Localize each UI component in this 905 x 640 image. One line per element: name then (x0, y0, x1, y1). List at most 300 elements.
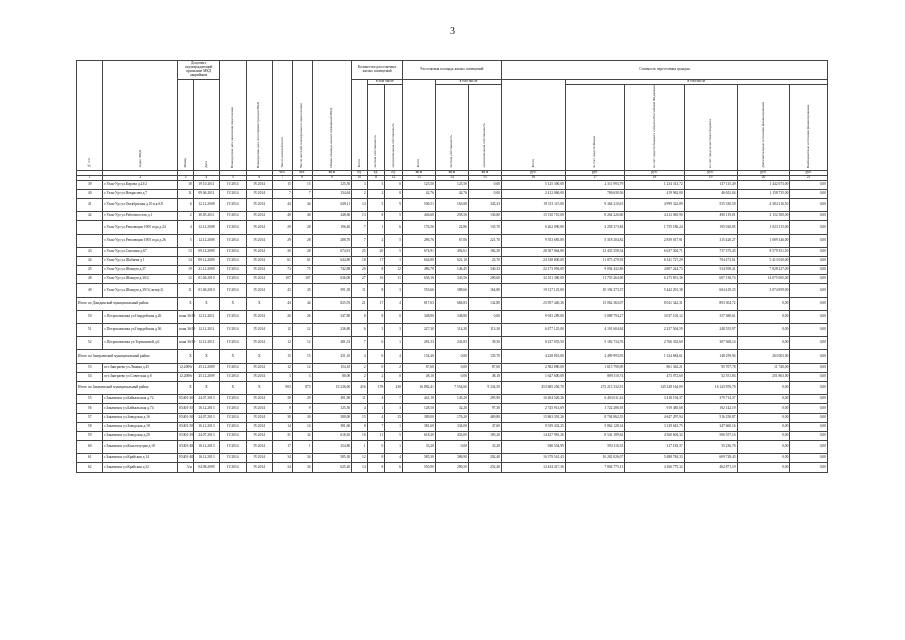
table-cell: 12.2009г (178, 372, 193, 381)
table-cell: 380,00 (312, 413, 352, 422)
table-cell: 221,70 (468, 234, 501, 247)
table-cell: IV.2014 (220, 337, 246, 350)
table-row (77, 441, 828, 454)
column-number-cell: 8 (292, 175, 312, 180)
table-cell: 22,86 (435, 221, 468, 234)
table-cell: 2 412 060,00 (501, 189, 565, 198)
table-cell: 490 119,01 (684, 212, 737, 221)
header-area-group: Расселяемая площадь жилых помещений (402, 61, 501, 80)
table-cell: 7 828 237,00 (737, 266, 790, 275)
header-rooms-total: Всего (352, 80, 367, 171)
table-cell: 128,50 (402, 404, 435, 413)
table-cell: 135,70 (468, 221, 501, 234)
table-cell: 272 213 332,91 (565, 381, 624, 394)
table-cell: 8 (367, 284, 385, 297)
table-cell: 17 (367, 297, 385, 310)
table-cell: 31 (272, 431, 292, 440)
table-cell: 12 (292, 324, 312, 337)
table-cell: 555 330,50 (684, 198, 737, 211)
table-cell: г.Улан-Удэ ул.Революции 1905 года д.26 (103, 234, 178, 247)
table-cell: 57 (77, 413, 103, 422)
table-cell: 0,00 (790, 337, 828, 350)
table-cell: 164,80 (468, 284, 501, 297)
table-row (77, 350, 828, 363)
table-cell: 7 (352, 221, 367, 234)
table-cell: 4 560 604,32 (625, 431, 684, 440)
table-cell: 30.05.2011 (193, 212, 219, 221)
table-cell: IV.2014 (220, 441, 246, 454)
table-cell: 4 (178, 221, 193, 234)
table-cell: X (193, 350, 219, 363)
table-cell: 9 943 289,00 (501, 310, 565, 323)
table-cell: 16 882,41 (402, 381, 435, 394)
table-cell: IV.2014 (246, 422, 272, 431)
table-cell: 80,00 (312, 372, 352, 381)
table-cell: 34 (272, 454, 292, 463)
unit-cell: руб. (565, 170, 624, 175)
table-cell: 25 (352, 247, 367, 256)
table-cell: 618,20 (402, 431, 435, 440)
table-cell: 17 (367, 256, 385, 265)
unit-cell: кв.м (402, 170, 435, 175)
table-cell: 1 (367, 221, 385, 234)
table-cell: 817,63 (402, 297, 435, 310)
table-cell: с.Петропавловка ул.Гвардейская д.26 (103, 310, 178, 323)
table-cell: 7 (352, 234, 367, 247)
table-cell: 44 (272, 297, 292, 310)
table-cell: 28 307 064,00 (501, 247, 565, 256)
table-cell: 09.12.2009 (193, 256, 219, 265)
table-cell: 379 714,37 (684, 395, 737, 404)
table-cell: г.Улан-Удэ ул.Революции 1905 года д.24 (103, 221, 178, 234)
table-body (77, 180, 828, 472)
table-cell: 30 (292, 413, 312, 422)
table-cell: 4 999 322,89 (625, 198, 684, 211)
table-cell: IV.2014 (246, 454, 272, 463)
table-cell: 636,00 (312, 275, 352, 284)
table-cell: 09.06.2011 (193, 189, 219, 198)
table-cell: 35 236,76 (684, 441, 737, 454)
table-cell: 2 (352, 189, 367, 198)
table-cell: 44 (272, 198, 292, 211)
table-cell: 946 534,99 (501, 441, 565, 454)
column-number-cell: 11 (367, 175, 385, 180)
table-cell: 134,64 (312, 189, 352, 198)
table-cell: 61 (77, 454, 103, 463)
table-cell: 5 182 734,76 (565, 337, 624, 350)
table-row (77, 310, 828, 323)
table-cell: 919 485,68 (625, 404, 684, 413)
table-cell: 67,06 (435, 234, 468, 247)
table-cell: 0,00 (790, 463, 828, 472)
table-cell: 0,00 (737, 381, 790, 394)
table-cell: 25.12.2009 (193, 363, 219, 372)
table-cell: 0,00 (435, 350, 468, 363)
table-cell: 50 (77, 310, 103, 323)
table-cell: 19 (178, 266, 193, 275)
table-cell: 15 (352, 413, 367, 422)
table-cell: 0,00 (737, 422, 790, 431)
table-cell: 102 142,19 (684, 404, 737, 413)
table-cell: 3 (272, 372, 292, 381)
table-cell: 6 (367, 337, 385, 350)
table-cell: 9 339 432,25 (501, 422, 565, 431)
table-cell: IV.2014 (220, 463, 246, 472)
table-cell: 6 403 611,42 (565, 395, 624, 404)
unit-cell: ед. (385, 170, 403, 175)
table-cell: 163,08 (435, 198, 468, 211)
table-cell: 236,80 (312, 324, 352, 337)
table-cell: IV.2014 (246, 431, 272, 440)
table-cell: IV.2014 (246, 189, 272, 198)
table-cell: 05401-50 (178, 422, 193, 431)
table-cell: 12.12.2011 (193, 310, 219, 323)
table-cell: 0,00 (790, 422, 828, 431)
table-cell: 8 704 862,55 (565, 413, 624, 422)
table-cell: 20 (367, 247, 385, 256)
table-cell: 73 (272, 266, 292, 275)
table-cell: 8 (367, 310, 385, 323)
table-cell: 22 173 956,00 (501, 266, 565, 275)
table-cell: 7 554,60 (435, 381, 468, 394)
column-number-cell: 13 (402, 175, 435, 180)
table-cell: 0,00 (737, 463, 790, 472)
table-cell: 5 (385, 431, 403, 440)
table-cell: 340,33 (468, 266, 501, 275)
table-cell: 39 (77, 180, 103, 189)
table-cell: 43 (272, 284, 292, 297)
table-cell: 43 (77, 247, 103, 256)
table-cell: 49 (77, 284, 103, 297)
table-row (77, 256, 828, 265)
table-cell: 254,80 (312, 441, 352, 454)
table-cell: 15 (292, 350, 312, 363)
header-area-in-that: в том числе (435, 80, 501, 85)
table-cell: 0,00 (737, 324, 790, 337)
table-cell: 148 259,94 (684, 350, 737, 363)
table-cell: 9 (385, 198, 403, 211)
table-cell: 1 615 790,09 (565, 363, 624, 372)
header-area-private: частная собственность (435, 84, 468, 170)
table-cell: 0,00 (790, 404, 828, 413)
table-cell: 05401-26 (178, 395, 193, 404)
table-cell: X (220, 350, 246, 363)
table-cell: 24.07.2013 (193, 431, 219, 440)
table-cell: 0,00 (435, 372, 468, 381)
table-cell: 01.06.2010 (193, 284, 219, 297)
table-cell: 295,90 (468, 395, 501, 404)
table-cell: IV.2014 (246, 310, 272, 323)
table-cell: 11 (385, 275, 403, 284)
table-cell: 0,00 (790, 198, 828, 211)
column-number-cell: 14 (435, 175, 468, 180)
table-cell: 125,50 (402, 180, 435, 189)
table-cell: 625,20 (312, 463, 352, 472)
table-cell: 3 (385, 284, 403, 297)
unit-cell: чел. (292, 170, 312, 175)
column-number-cell: 17 (565, 175, 624, 180)
table-cell: 281,33 (402, 337, 435, 350)
table-cell: 09.12.2009 (193, 247, 219, 256)
table-cell: 621,10 (435, 256, 468, 265)
table-cell: IV.2014 (220, 454, 246, 463)
table-cell: 135,70 (468, 350, 501, 363)
table-cell: 05401-30 (178, 413, 193, 422)
table-cell: 697 138,74 (684, 275, 737, 284)
table-cell: 7 (385, 395, 403, 404)
table-cell: 11 873 470,93 (565, 256, 624, 265)
table-row (77, 324, 828, 337)
table-cell: 286,76 (402, 234, 435, 247)
unit-cell: ед. (352, 170, 367, 175)
table-cell: X (246, 297, 272, 310)
unit-cell: руб. (790, 170, 828, 175)
table-cell: 87,60 (468, 363, 501, 372)
table-cell: 15 (272, 350, 292, 363)
table-cell: 1 (385, 422, 403, 431)
table-cell: 0,00 (790, 381, 828, 394)
table-cell: 6 262 090,00 (501, 221, 565, 234)
table-cell: 27 (352, 275, 367, 284)
table-cell: 6 (178, 198, 193, 211)
table-row (77, 381, 828, 394)
table-cell: IV.2014 (246, 395, 272, 404)
table-cell: 8 (367, 212, 385, 221)
header-plan-demol: Планируемая дата сноса/реконструкции МКД (246, 61, 272, 171)
header-cost-local: за счет средств местного бюджета (684, 84, 737, 170)
table-cell: 14 075 065,00 (737, 275, 790, 284)
table-cell: г.Улан-Удэ ул.Смолина д.67 (103, 247, 178, 256)
table-cell: 4 191 604,84 (565, 324, 624, 337)
table-cell: 12.12.2008 (193, 198, 219, 211)
unit-cell: руб. (737, 170, 790, 175)
table-cell: 15 310 710,00 (501, 212, 565, 221)
table-cell: 3 (385, 324, 403, 337)
table-cell: 12 (272, 363, 292, 372)
table-cell: 0,00 (737, 454, 790, 463)
table-cell: 388,66 (435, 284, 468, 297)
table-cell: 8 541 189,62 (565, 431, 624, 440)
header-cost-in-that: в том числе (565, 80, 827, 85)
table-cell: 281,33 (312, 337, 352, 350)
table-cell: 0,00 (790, 247, 828, 256)
table-cell: 185,20 (468, 431, 501, 440)
table-cell: IV.2014 (220, 247, 246, 256)
table-cell: 33,20 (402, 441, 435, 454)
column-number-cell: 15 (468, 175, 501, 180)
table-cell: 334,00 (435, 422, 468, 431)
table-cell: 14 427 981,26 (501, 431, 565, 440)
table-cell: 33,20 (468, 441, 501, 454)
header-rooms-municipal: муниципальная собственность (385, 84, 403, 170)
unit-cell: руб. (684, 170, 737, 175)
table-cell: г.Закаменск ул.Байкальская д.72 (103, 395, 178, 404)
table-cell: 9 334,50 (468, 381, 501, 394)
table-row (77, 247, 828, 256)
table-cell: г.Закаменск ул.Крайская д.14 (103, 454, 178, 463)
table-cell: 6 341 727,29 (625, 256, 684, 265)
table-cell: 0,00 (737, 395, 790, 404)
table-cell: 16 (352, 431, 367, 440)
table-cell: 176,20 (435, 413, 468, 422)
table-cell: 290,50 (435, 463, 468, 472)
table-cell: 195 020,85 (684, 221, 737, 234)
table-cell: 0,00 (790, 363, 828, 372)
table-cell: 61 (292, 256, 312, 265)
column-number-cell: 1 (77, 175, 103, 180)
table-cell: 12 (272, 324, 292, 337)
table-cell: 5 125 300,00 (501, 180, 565, 189)
table-cell: 20 (352, 266, 367, 275)
table-cell: 54 (77, 372, 103, 381)
column-number-cell: 12 (385, 175, 403, 180)
table-cell: 5 888 794,27 (565, 310, 624, 323)
table-cell: 2 (178, 212, 193, 221)
table-cell: г.Улан-Удэ ул.Октябрьская д.10 в,к.б,Е (103, 198, 178, 211)
table-cell: г.Улан-Удэ ул.Шабаева д.1 (103, 256, 178, 265)
table-cell: 01.06.2010 (193, 275, 219, 284)
table-cell: 34 (292, 463, 312, 472)
table-cell: 24.07.2013 (193, 395, 219, 404)
table-cell: 12.2009г (178, 363, 193, 372)
table-cell: 32,20 (435, 404, 468, 413)
table-cell: IV.2014 (220, 422, 246, 431)
table-cell: IV.2014 (220, 256, 246, 265)
table-cell: 0,00 (737, 297, 790, 310)
table-cell: 19.10.2011 (193, 180, 219, 189)
table-row (77, 404, 828, 413)
header-area-total: Всего (402, 80, 435, 171)
table-cell: 0,00 (790, 431, 828, 440)
table-cell: 0,00 (737, 441, 790, 454)
table-cell: 114,20 (435, 324, 468, 337)
header-num: № п/п (77, 61, 103, 171)
table-cell: 61 (272, 256, 292, 265)
table-cell: 23,70 (468, 256, 501, 265)
table-cell: 30 (272, 395, 292, 404)
table-cell: IV.2014 (246, 372, 272, 381)
table-cell: 17 (272, 441, 292, 454)
column-number-cell: 10 (352, 175, 367, 180)
column-number-cell: 18 (625, 175, 684, 180)
table-cell: 2 152 300,00 (737, 212, 790, 221)
table-cell: 5 442 291,38 (625, 284, 684, 297)
table-cell: 16 204 520,26 (501, 395, 565, 404)
table-cell: 0 (385, 310, 403, 323)
header-cost-group: Стоимость переселения граждан (501, 61, 827, 80)
table-cell: 674,91 (312, 247, 352, 256)
table-cell: 585,30 (402, 454, 435, 463)
table-cell: 8 579 351,50 (737, 247, 790, 256)
table-cell: 11 (367, 431, 385, 440)
table-cell: 258,56 (435, 212, 468, 221)
table-cell: 05401-40 (178, 454, 193, 463)
column-number-cell: 5 (220, 175, 246, 180)
table-cell: IV.2014 (246, 180, 272, 189)
table-cell: 39,50 (468, 337, 501, 350)
table-cell: 8 264 226,60 (565, 212, 624, 221)
table-row (77, 413, 828, 422)
table-cell: 0,00 (737, 413, 790, 422)
table-cell: IV.2014 (220, 180, 246, 189)
table-cell: 0 (367, 363, 385, 372)
table-cell: 0,00 (737, 404, 790, 413)
table-cell: 8 (352, 310, 367, 323)
table-cell: 12.12.2011 (193, 337, 219, 350)
table-cell: IV.2014 (220, 234, 246, 247)
table-cell: 6 637 304,71 (625, 247, 684, 256)
table-cell: 337 380,61 (684, 310, 737, 323)
table-cell: 875 (292, 381, 312, 394)
table-cell: 62 (77, 463, 103, 472)
table-cell: 18 (352, 256, 367, 265)
table-cell: 5 (385, 247, 403, 256)
table-cell: 0,00 (790, 284, 828, 297)
table-cell: 34 (272, 463, 292, 472)
table-cell: 252,40 (468, 463, 501, 472)
table-cell: 348,80 (435, 310, 468, 323)
header-cost-extra2: Внебюджетные источники финансирования (790, 84, 828, 170)
table-cell: 506 557,16 (684, 431, 737, 440)
table-cell: 23 957 440,36 (501, 297, 565, 310)
table-cell: 11 (352, 395, 367, 404)
table-cell: 889 110,74 (565, 372, 624, 381)
table-cell: 11 (178, 284, 193, 297)
table-cell: 0,00 (790, 189, 828, 198)
table-cell: 137 115,49 (684, 180, 737, 189)
table-cell: 132,80 (468, 297, 501, 310)
table-cell: 416 (352, 381, 367, 394)
header-rooms-private: частная собственность (367, 84, 385, 170)
table-cell: 8 (352, 422, 367, 431)
table-cell: 241,83 (435, 337, 468, 350)
table-cell: 14 (272, 422, 292, 431)
column-number-cell: 9 (312, 175, 352, 180)
table-row (77, 189, 828, 198)
table-cell: 307 368,14 (684, 337, 737, 350)
header-cost-fund: за счет средств Фонда (565, 84, 624, 170)
table-row (77, 212, 828, 221)
table-cell: 16.12.2013 (193, 441, 219, 454)
table-cell: 11 (178, 189, 193, 198)
table-cell: 14 (178, 256, 193, 265)
table-cell: 1 158 735,00 (737, 189, 790, 198)
table-cell: 7 (352, 337, 367, 350)
table-cell: 469,80 (468, 413, 501, 422)
table-cell: 453 685 256,70 (501, 381, 565, 394)
table-row (77, 221, 828, 234)
table-cell: 903 (272, 381, 292, 394)
table-cell: 0,00 (790, 372, 828, 381)
table-cell: 609 728,45 (684, 454, 737, 463)
table-cell: X (178, 297, 193, 310)
table-cell: 58 (77, 422, 103, 431)
table-cell: 248 555,97 (684, 324, 737, 337)
header-address: Адрес МКД (103, 61, 178, 171)
column-number-cell: 20 (737, 175, 790, 180)
table-cell: 448,60 (312, 212, 352, 221)
page-number: 3 (450, 26, 455, 37)
table-cell: 0,00 (790, 275, 828, 284)
table-cell: 46 652,04 (684, 189, 737, 198)
table-cell: 0,00 (468, 310, 501, 323)
table-cell: 674,91 (402, 247, 435, 256)
table-cell: 381,60 (402, 422, 435, 431)
table-cell: 97,30 (468, 404, 501, 413)
table-cell: 4 807 244,73 (625, 266, 684, 275)
table-cell: 9 094 432,86 (565, 266, 624, 275)
table-cell: 52 551,84 (684, 372, 737, 381)
